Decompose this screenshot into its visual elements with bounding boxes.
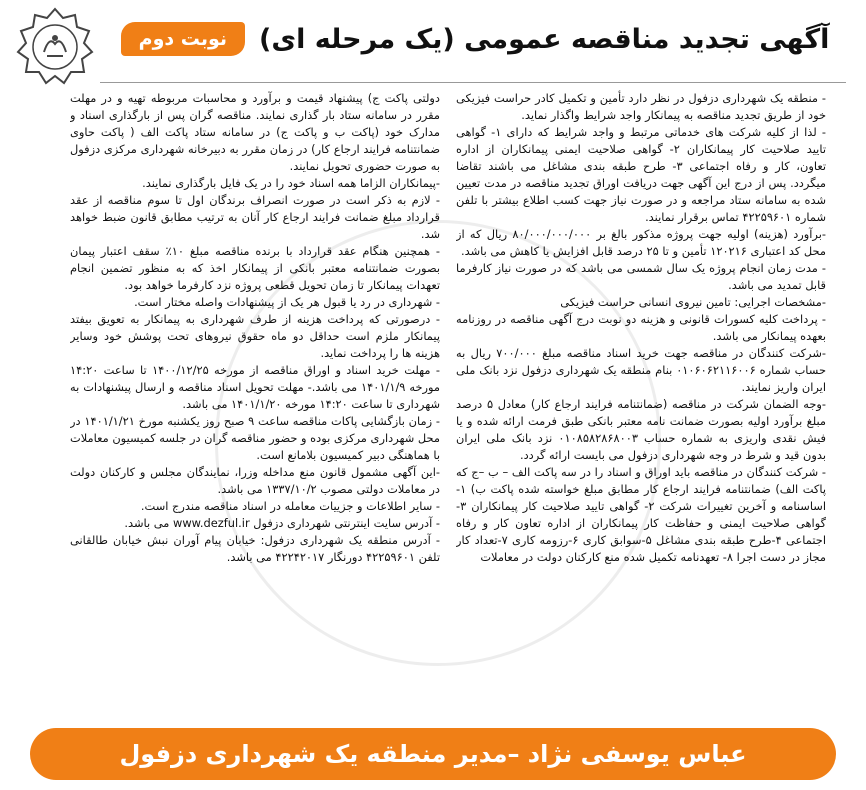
notice-paragraph: - شهرداری در رد یا قبول هر یک از پیشنهادات واصله مختار است. [134,295,440,309]
notice-paragraph: دولتی پاکت ج) پیشنهاد قیمت و برآورد و محاسبات مربوطه تهیه و در مهلت مقرر در سامانه ستاد بار گذاری نمایند. مناقصه گران پس از بارگذاری اسناد و مدارک خود (پاکت ب و پاکت ج) در سامانه ستاد پاکت الف ( پاکت حاوی ضمانتنامه فرایند ارجاع کار) در زمان مقرر به دبیرخانه شهرداری مرکزی دزفول به صورت حضوری تحویل نمایند. [70,91,440,173]
notice-paragraph: -مشخصات اجرایی: تامین نیروی انسانی حراست فیزیکی [560,295,826,309]
signature-text: عباس یوسفی نژاد –مدیر منطقه یک شهرداری دزفول [119,740,747,768]
notice-paragraph: - مهلت خرید اسناد و اوراق مناقصه از مورخه ۱۴۰۰/۱۲/۲۵ تا ساعت ۱۴:۲۰ مورخه ۱۴۰۱/۱/۹ می باشد.- مهلت تحویل اسناد مناقصه و ارسال پیشنهادات به شهرداری تا ساعت ۱۴:۲۰ مورخه ۱۴۰۱/۱/۲۰ می باشد. [70,363,440,411]
notice-paragraph: - سایر اطلاعات و جزییات معامله در اسناد مناقصه مندرج است. [140,499,440,513]
notice-title: آگهی تجدید مناقصه عمومی (یک مرحله ای) [259,23,830,55]
notice-paragraph: - آدرس منطقه یک شهرداری دزفول: خیابان پیام آوران نبش خیابان طالقانی تلفن ۴۲۲۵۹۶۰۱ دورنگار ۴۲۲۴۲۰۱۷ می باشد. [70,533,440,564]
round-badge: نوبت دوم [121,22,245,56]
notice-paragraph: - زمان بازگشایی پاکات مناقصه ساعت ۹ صبح روز یکشنبه مورخ ۱۴۰۱/۱/۲۱ در محل شهرداری مرکزی بوده و حضور مناقصه گران در جلسه کمیسیون معاملات با هماهنگی دبیر کمیسیون بلامانع است. [70,414,440,462]
left-column [70,90,440,715]
notice-paragraph: -این آگهی مشمول قانون منع مداخله وزرا، نمایندگان مجلس و کارکنان دولت در معاملات دولتی مصوب ۱۳۳۷/۱۰/۲ می باشد. [70,465,440,496]
notice-paragraph: - لازم به ذکر است در صورت انصراف برندگان اول تا سوم مناقصه از عقد قرارداد مبلغ ضمانت فرایند ارجاع کار آنان به ترتیب مطابق قانون ضبط خواهد شد. [70,193,440,241]
notice-paragraph: - درصورتی که پرداخت هزینه از طرف شهرداری به پیمانکار به تعویق بیفتد پیمانکار ملزم است حداقل دو ماه حقوق نیروهای تحت پوشش خود وسایر هزینه ها را پرداخت نماید. [70,312,440,360]
notice-paragraph: - پرداخت کلیه کسورات قانونی و هزینه دو نوبت درج آگهی مناقصه در روزنامه بعهده پیمانکار می باشد. [456,312,826,343]
notice-paragraph: - مدت زمان انجام پروژه یک سال شمسی می باشد که در صورت نیاز کارفرما قابل تمدید می باشد. [456,261,826,292]
notice-paragraph: -شرکت کنندگان در مناقصه جهت خرید اسناد مناقصه مبلغ ۷۰۰/۰۰۰ ریال به حساب شماره ۰۱۰۶۰۶۲۱۱۶۰۰۶ بنام منطقه یک شهرداری دزفول نزد بانک ملی ایران واریز نمایند. [456,346,826,394]
right-column [456,90,826,715]
notice-paragraph: - آدرس سایت اینترنتی شهرداری دزفول www.dezful.ir می باشد. [124,516,440,530]
notice-header [138,10,830,68]
notice-paragraph: -وجه الضمان شرکت در مناقصه (ضمانتنامه فرایند ارجاع کار) معادل ۵ درصد مبلغ برآورد اولیه بصورت ضمانت نامه معتبر بانکی طبق فرمت ارائه شده و یا فیش نقدی واریزی به شماره حساب ۰۱۰۸۵۸۲۸۶۸۰۰۳ نزد بانک ملی ایران بدون قید و شرط در وجه شهرداری دزفول می بایست ارائه گردد. [456,397,826,462]
notice-paragraph: - شرکت کنندگان در مناقصه باید اوراق و اسناد را در سه پاکت الف – ب –ج که پاکت الف) ضمانتنامه فرایند ارجاع کار مطابق مبلغ خواسته شده پاکت ب) ۱-اساسنامه و آخرین تغییرات شرکت ۲- گواهی تایید صلاحیت کار پیمانکاران ۳-گواهی صلاحیت ایمنی و حفاظت کار پیمانکاران از اداره تعاون کار و رفاه اجتماعی ۴-طرح طبقه بندی مشاغل ۵-سوابق کاری ۶-رزومه کاری ۷-تعداد کار مجاز در دست اجرا ۸- تعهدنامه تکمیل شده منع کارکنان دولت در معاملات [456,465,826,564]
municipality-emblem-icon [14,6,96,88]
notice-body [70,90,826,715]
notice-paragraph: -برآورد (هزینه) اولیه جهت پروژه مذکور بالغ بر ۸۰/۰۰۰/۰۰۰/۰۰۰ ریال که از محل کد اعتباری ۱۲۰۲۱۶ تأمین و تا ۲۵ درصد قابل افزایش یا کاهش می باشد. [456,227,826,258]
signature-banner [30,728,836,780]
notice-paragraph: - لذا از کلیه شرکت های خدماتی مرتبط و واجد شرایط که دارای ۱- گواهی تایید صلاحیت کار پیمانکاران ۲- گواهی صلاحیت ایمنی پیمانکاران از اداره تعاون، کار و رفاه اجتماعی ۳- طرح طبقه بندی مشاغل می باشند تقاضا میگردد. پس از درج این آگهی جهت دریافت اوراق تجدید مناقصه در مدت تعیین شده به سامانه ستاد مراجعه و در صورت نیاز جهت کسب اطلاع بیشتر با تلفن شماره ۴۲۲۵۹۶۰۱ تماس برقرار نمایند. [456,125,826,224]
notice-paragraph: - همچنین هنگام عقد قرارداد با برنده مناقصه مبلغ ۱۰٪ سقف اعتبار پیمان بصورت ضمانتنامه معتبر بانکی از پیمانکار اخذ که به منظور تضمین انجام تعهدات پیمانکار تا زمان تحویل قطعی پروژه نزد کارفرما خواهد بود. [70,244,440,292]
notice-paragraph: -پیمانکاران الزاما همه اسناد خود را در یک فایل بارگذاری نمایند. [142,176,440,190]
notice-paragraph: - منطقه یک شهرداری دزفول در نظر دارد تأمین و تکمیل کادر حراست فیزیکی خود از طریق تجدید مناقصه به پیمانکار واجد شرایط واگذار نماید. [456,91,826,122]
header-divider [100,82,846,83]
